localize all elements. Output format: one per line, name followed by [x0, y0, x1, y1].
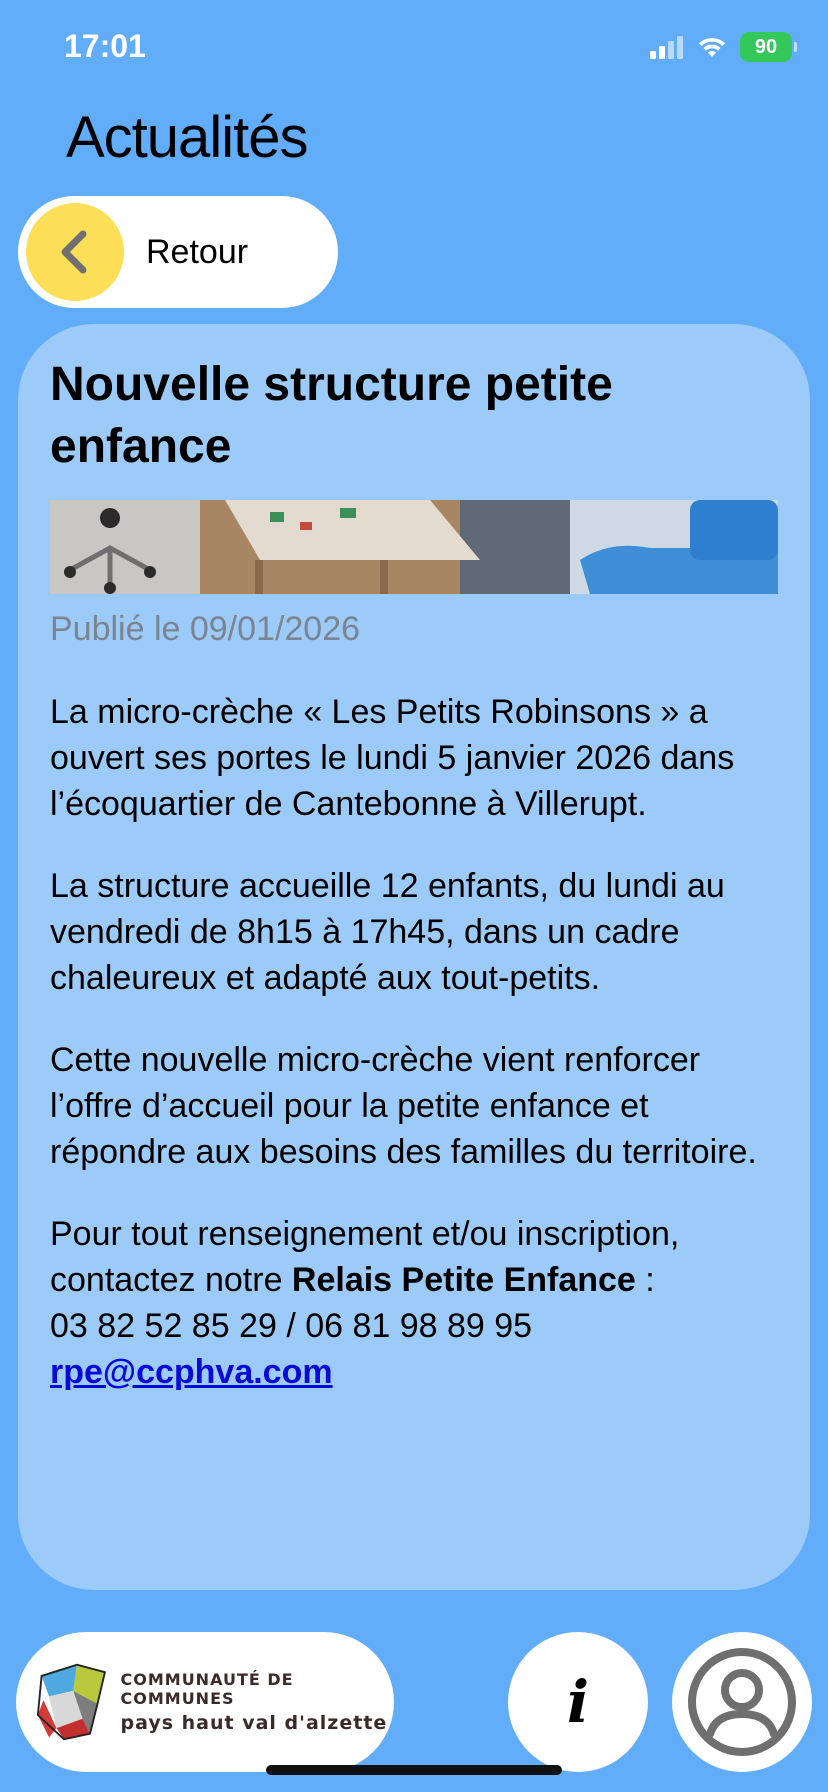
community-logo-icon	[36, 1660, 111, 1744]
battery-icon	[740, 32, 792, 62]
back-button-label: Retour	[146, 232, 249, 271]
logo-line-1: COMMUNAUTÉ DE COMMUNES	[120, 1670, 294, 1708]
logo-line-2: pays haut val d'alzette	[120, 1712, 388, 1734]
page-title: Actualités	[66, 105, 308, 170]
home-indicator	[266, 1765, 562, 1775]
chevron-left-icon	[55, 228, 95, 276]
article-paragraph: La micro-crèche « Les Petits Robinsons » a ouvert ses portes le lundi 5 janvier 2026 dans l’écoquartier de Cantebonne à Villerupt.	[50, 693, 735, 823]
user-circle-icon	[686, 1646, 798, 1758]
community-logo-text	[121, 1670, 395, 1734]
status-icons	[650, 32, 792, 62]
contact-email-link[interactable]: rpe@ccphva.com	[50, 1353, 333, 1391]
contact-separator: :	[635, 1261, 655, 1299]
article-title: Nouvelle structure petite enfance	[50, 358, 613, 473]
article-paragraph: Cette nouvelle micro-crèche vient renforcer l’offre d’accueil pour la petite enfance et répondre aux besoins des familles du territoire.	[50, 1041, 757, 1171]
back-button[interactable]	[18, 196, 338, 308]
contact-service: Relais Petite Enfance	[291, 1261, 636, 1299]
publish-date: Publié le 09/01/2026	[50, 610, 361, 648]
profile-button[interactable]	[672, 1632, 812, 1772]
info-button[interactable]	[508, 1632, 648, 1772]
info-icon: i	[566, 1668, 590, 1736]
community-logo[interactable]	[16, 1632, 394, 1772]
contact-intro: Pour tout renseignement et/ou inscription, contactez notre	[50, 1215, 680, 1299]
contact-paragraph	[50, 1211, 778, 1395]
battery-level: 90	[754, 35, 778, 58]
article-paragraph: La structure accueille 12 enfants, du lundi au vendredi de 8h15 à 17h45, dans un cadre chaleureux et adapté aux tout-petits.	[50, 867, 725, 997]
article-card	[18, 324, 810, 1590]
back-circle	[26, 203, 124, 301]
wifi-icon	[696, 35, 728, 59]
article-image	[50, 500, 778, 594]
signal-icon	[650, 35, 684, 59]
contact-phones: 03 82 52 85 29 / 06 81 98 89 95	[50, 1307, 533, 1345]
status-time: 17:01	[64, 28, 146, 64]
